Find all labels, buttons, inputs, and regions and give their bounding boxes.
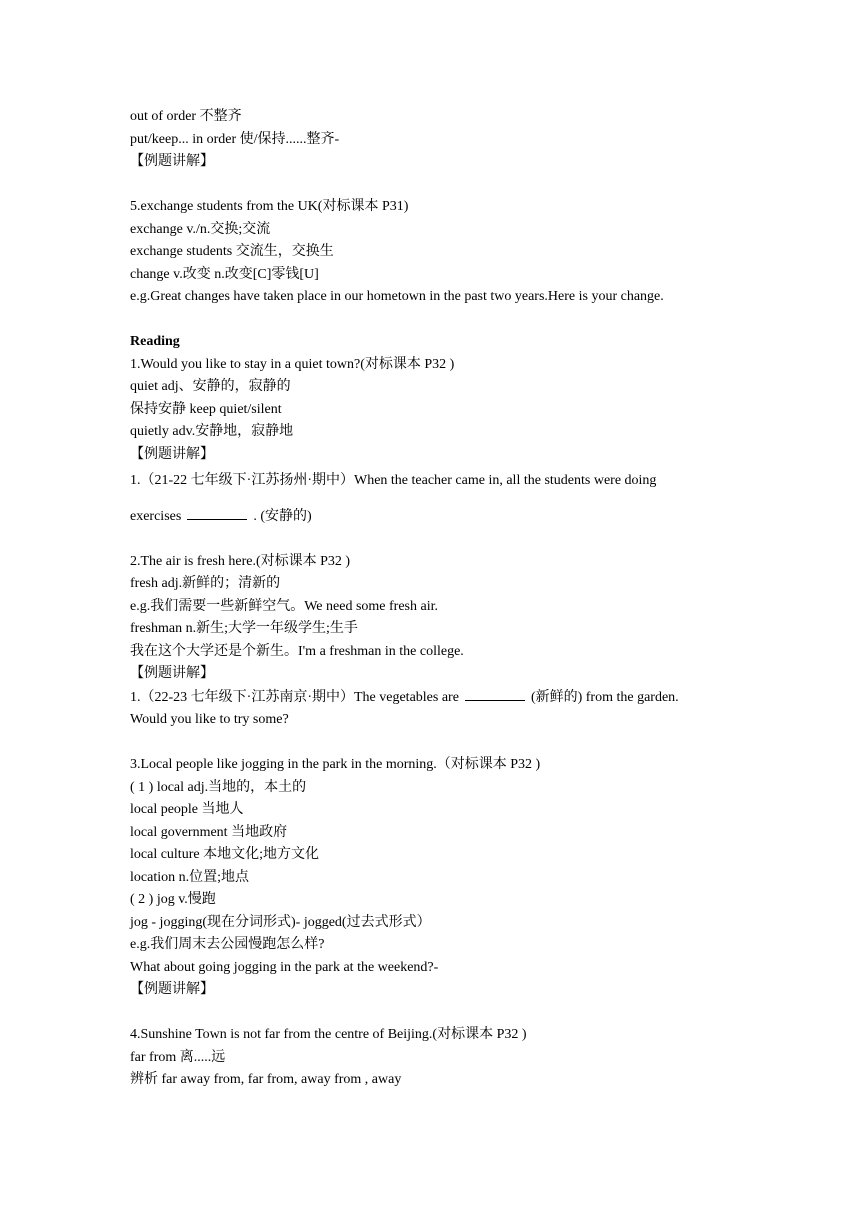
exercise-question: 1.（21-22 七年级下·江苏扬州·期中）When the teacher came in, all the students were doing <box>130 473 657 488</box>
text-line: put/keep... in order 使/保持......整齐- <box>130 131 340 147</box>
text-line: 保持安静 keep quiet/silent <box>130 401 282 417</box>
text-line: out of order 不整齐 <box>130 109 242 124</box>
example-sentence: What about going jogging in the park at the weekend?- <box>130 959 439 975</box>
section-heading: 1.Would you like to stay in a quiet town?(对标课本 P32 ) <box>130 356 455 372</box>
spacer <box>130 1002 730 1025</box>
example-sentence: e.g.我们周末去公园慢跑怎么样? <box>130 937 325 952</box>
text-line: quiet adj、安静的，寂静的 <box>130 379 291 394</box>
exercise-text: exercises <box>130 508 182 524</box>
example-sentence: e.g.我们需要一些新鲜空气。We need some fresh air. <box>130 598 438 614</box>
text-line: freshman n.新生;大学一年级学生;生手 <box>130 621 358 636</box>
spacer <box>130 528 730 551</box>
example-heading: 【例题讲解】 <box>130 982 214 997</box>
section-heading: 3.Local people like jogging in the park in the morning.（对标课本 P32 ) <box>130 757 541 772</box>
section-heading: 5.exchange students from the UK(对标课本 P31) <box>130 199 409 214</box>
text-line: local government 当地政府 <box>130 824 288 840</box>
exercise-question-cont: Would you like to try some? <box>130 712 289 727</box>
text-line: exchange students 交流生，交换生 <box>130 244 334 259</box>
text-line: 辨析 far away from, far from, away from , away <box>130 1072 402 1087</box>
example-heading: 【例题讲解】 <box>130 446 214 462</box>
exercise-text: 1.（22-23 七年级下·江苏南京·期中）The vegetables are <box>130 689 459 705</box>
example-heading: 【例题讲解】 <box>130 666 214 681</box>
exercise-hint: . (安静的) <box>253 508 312 524</box>
example-sentence: e.g.Great changes have taken place in our hometown in the past two years.Here is your change. <box>130 289 664 304</box>
text-line: exchange v./n.交换;交流 <box>130 221 271 237</box>
document-page <box>130 106 730 1092</box>
exercise-question-cont <box>130 505 730 529</box>
exercise-hint: (新鲜的) from the garden. <box>530 689 679 705</box>
text-line: change v.改变 n.改变[C]零钱[U] <box>130 266 319 282</box>
text-line: fresh adj.新鲜的；清新的 <box>130 576 281 591</box>
example-heading: 【例题讲解】 <box>130 154 214 169</box>
text-line: far from 离.....远 <box>130 1049 226 1065</box>
text-line: ( 2 ) jog v.慢跑 <box>130 892 216 907</box>
reading-heading: Reading <box>130 334 180 349</box>
answer-blank[interactable] <box>465 686 525 701</box>
spacer <box>130 732 730 755</box>
text-line: jog - jogging(现在分词形式)- jogged(过去式形式） <box>130 914 431 930</box>
example-sentence: 我在这个大学还是个新生。I'm a freshman in the college. <box>130 643 464 659</box>
text-line: local people 当地人 <box>130 802 244 817</box>
spacer <box>130 174 730 197</box>
text-line: quietly adv.安静地，寂静地 <box>130 424 294 439</box>
section-heading: 2.The air is fresh here.(对标课本 P32 ) <box>130 553 351 569</box>
exercise-question <box>130 686 730 710</box>
answer-blank[interactable] <box>187 505 247 520</box>
text-line: location n.位置;地点 <box>130 869 249 885</box>
text-line: local culture 本地文化;地方文化 <box>130 847 319 862</box>
text-line: ( 1 ) local adj.当地的，本土的 <box>130 779 307 795</box>
spacer <box>130 309 730 332</box>
section-heading: 4.Sunshine Town is not far from the centre of Beijing.(对标课本 P32 ) <box>130 1027 527 1042</box>
